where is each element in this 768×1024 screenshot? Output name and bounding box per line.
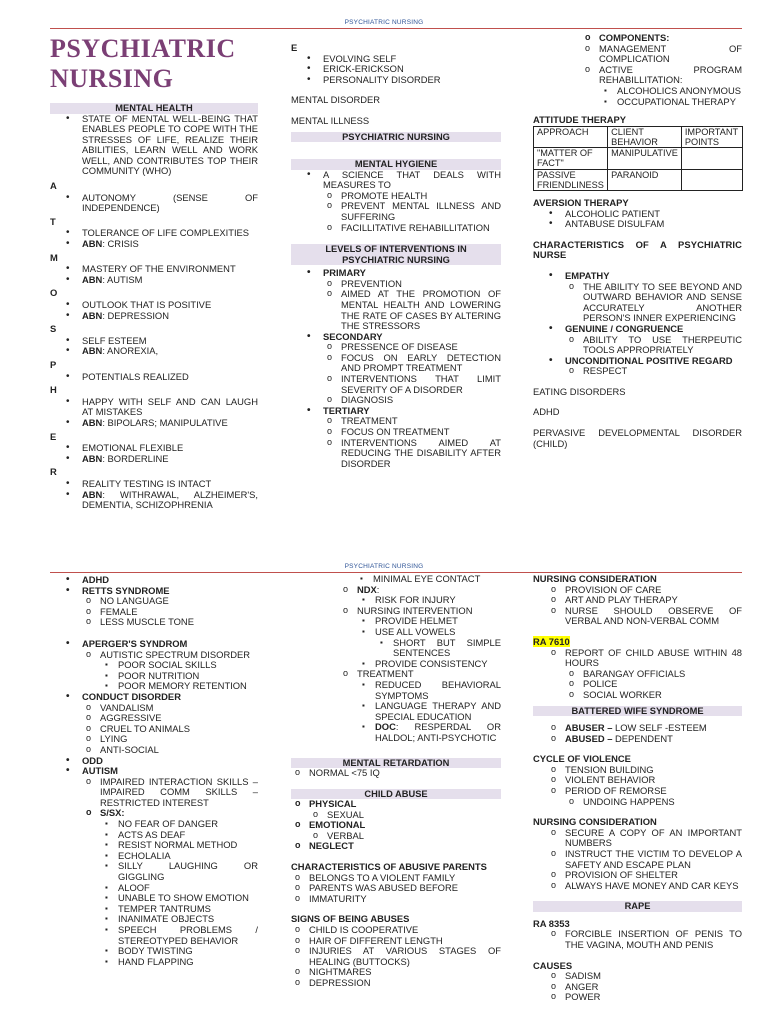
acronym-item <box>82 239 258 250</box>
ni-items <box>357 616 501 669</box>
child-abuse-header: CHILD ABUSE <box>291 789 501 800</box>
eye-contact-list <box>291 574 501 585</box>
ni-consistency: ▪ PROVIDE CONSISTENCY <box>375 659 501 670</box>
genuine-label: GENUINE / CONGRUENCE <box>565 322 684 334</box>
ssx-subitem: ▪ SPEECH PROBLEMS / STEREOTYPED BEHAVIOR <box>118 925 258 946</box>
hygiene-measures <box>323 191 501 233</box>
acronym-item-text: : BIPOLARS; MANIPULATIVE <box>102 416 228 428</box>
sign-item: o DEPRESSION <box>309 978 501 989</box>
vowel-items <box>375 638 501 659</box>
acronym-item <box>82 346 258 357</box>
mental-disorder-text: MENTAL DISORDER <box>291 94 381 106</box>
ra8353-item: o FORCIBLE INSERTION OF PENIS TO THE VAGINA, MOUTH AND PENIS <box>565 929 742 950</box>
ra7610-list <box>533 648 742 701</box>
aversion-item: • ANTABUSE DISULFAM <box>565 219 742 230</box>
table-cell: PARANOID <box>608 169 682 190</box>
evolving-self-item: • PERSONALITY DISORDER <box>323 75 501 86</box>
table-row <box>534 169 743 190</box>
cycle-remorse-text: PERIOD OF REMORSE <box>565 785 667 796</box>
asperger-items <box>82 650 258 692</box>
cycle-violent: o VIOLENT BEHAVIOR <box>565 775 742 786</box>
primary-subitem: o PREVENTION <box>341 279 501 290</box>
nc2-item: o INSTRUCT THE VICTIM TO DEVELOP A SAFETY AND ESCAPE PLAN <box>565 849 742 870</box>
empathy-label: EMPATHY <box>565 269 610 281</box>
abused-text: DEPENDENT <box>612 732 673 744</box>
aversion-therapy-header: AVERSION THERAPY <box>533 196 629 208</box>
ra7610-subitems <box>565 669 742 701</box>
evolving-self-list <box>291 54 501 86</box>
odd-item: • ODD <box>82 756 258 767</box>
unconditional-items <box>565 366 742 377</box>
acronym-item <box>82 490 258 511</box>
conduct-label: CONDUCT DISORDER <box>82 690 181 702</box>
secondary-subitem: o INTERVENTIONS THAT LIMIT SEVERITY OF A DISORDER <box>341 374 501 395</box>
mental-retardation-header: MENTAL RETARDATION <box>291 758 501 769</box>
acronym-item <box>82 418 258 429</box>
asperger-subitems <box>100 660 258 692</box>
nc-items <box>533 585 742 627</box>
ni-vowels-text: USE ALL VOWELS <box>375 625 456 637</box>
abuser-text: LOW SELF -ESTEEM <box>612 722 707 734</box>
conduct-subitem: o LYING <box>100 734 258 745</box>
table-cell: MANIPULATIVE <box>608 148 682 169</box>
doc-text: : RESPERDAL OR HALDOL; ANTI-PSYCHOTIC <box>375 721 501 743</box>
running-header: PSYCHIATRIC NURSING <box>344 19 424 26</box>
asperger-subitem: ▪ POOR SOCIAL SKILLS <box>118 660 258 671</box>
physical-label: PHYSICAL <box>309 798 357 810</box>
ssx-label: S/SX: <box>100 807 125 819</box>
evolving-self-item: • EVOLVING SELF <box>323 54 501 65</box>
hygiene-item: o PREVENT MENTAL ILLNESS AND SUFFERING <box>341 201 501 222</box>
conduct-item <box>82 692 258 756</box>
acronym-item-text: AUTONOMY (SENSE OF INDEPENDENCE) <box>82 191 258 214</box>
running-header-2: PSYCHIATRIC NURSING <box>344 563 424 570</box>
asperger-subitem: ▪ POOR MEMORY RETENTION <box>118 681 258 692</box>
causes-items <box>533 971 742 1003</box>
document-title <box>50 34 258 94</box>
component-management: o MANAGEMENT OF COMPLICATION <box>599 44 742 65</box>
disorders-list <box>50 575 258 967</box>
mental-hygiene-definition <box>323 170 501 234</box>
ra7610-label: RA 7610 <box>533 635 570 647</box>
sign-item: o CHILD IS COOPERATIVE <box>309 925 501 936</box>
cause-item: o ANGER <box>565 982 742 993</box>
characteristics-header: CHARACTERISTICS OF A PSYCHIATRIC NURSE <box>533 238 742 261</box>
ssx-subitem: ▪ BODY TWISTING <box>118 946 258 957</box>
abn-label: ABN <box>82 452 103 464</box>
ra8353-items <box>533 929 742 950</box>
cycle-remorse <box>565 786 742 807</box>
acronym-item-text: : WITHRAWAL, ALZHEIMER'S, DEMENTIA, SCHIZOPHRENIA <box>82 488 258 511</box>
primary-subitem: o AIMED AT THE PROMOTION OF MENTAL HEALTH AND LOWERING THE RATE OF CASES BY ALTERING THE STRESSORS <box>341 289 501 331</box>
ra7610-subitem: o POLICE <box>583 679 742 690</box>
evolving-self-item: • ERICK-ERICKSON <box>323 64 501 75</box>
treatment-reduced: ▪ REDUCED BEHAVIORAL SYMPTOMS <box>375 680 501 701</box>
sign-item: o INJURIES AT VARIOUS STAGES OF HEALING (BUTTOCKS) <box>309 946 501 967</box>
secondary-subitem: o FOCUS ON EARLY DETECTION AND PROMPT TREATMENT <box>341 353 501 374</box>
signs-header: SIGNS OF BEING ABUSES <box>291 913 410 925</box>
conduct-items <box>82 703 258 756</box>
acronym-item-text: HAPPY WITH SELF AND CAN LAUGH AT MISTAKES <box>82 395 258 418</box>
characteristics-list <box>533 271 742 377</box>
ssx-subitem: ▪ INANIMATE OBJECTS <box>118 914 258 925</box>
adhd-text: ADHD <box>533 406 560 418</box>
abusive-parents-header: CHARACTERISTICS OF ABUSIVE PARENTS <box>291 861 487 873</box>
acronym-items <box>50 264 258 285</box>
acronym-item-text: REALITY TESTING IS INTACT <box>82 477 212 489</box>
abusive-parent-item: o BELONGS TO A VIOLENT FAMILY <box>309 873 501 884</box>
char-empathy <box>565 271 742 324</box>
treatment-item <box>357 669 501 743</box>
acronym-item-text: SELF ESTEEM <box>82 334 147 346</box>
abused-item <box>565 734 742 745</box>
secondary-items <box>323 342 501 406</box>
acronym-item <box>82 311 258 322</box>
ra7610-report <box>565 648 742 701</box>
mental-illness-text: MENTAL ILLNESS <box>291 114 370 126</box>
ssx-subitem: ▪ ECHOLALIA <box>118 851 258 862</box>
secondary-subitem: o PRESSENCE OF DISEASE <box>341 342 501 353</box>
pervasive-text: PERVASIVE DEVELOPMENTAL DISORDER (CHILD) <box>533 427 742 449</box>
abusive-parent-item: o PARENTS WAS ABUSED BEFORE <box>309 883 501 894</box>
nursing-consideration-2-header: NURSING CONSIDERATION <box>533 816 657 828</box>
page2-column-2 <box>291 574 501 989</box>
abusive-parent-item: o IMMATURITY <box>309 894 501 905</box>
ndx-label: NDX <box>357 583 377 595</box>
acronym-item <box>82 397 258 418</box>
emotional-label: EMOTIONAL <box>309 819 366 831</box>
asperger-item <box>82 639 258 692</box>
treatment-items <box>357 680 501 744</box>
acronym-letter: M <box>50 251 58 263</box>
hygiene-definition-text: A SCIENCE THAT DEALS WITH MEASURES TO <box>323 168 501 191</box>
treatment-label: TREATMENT <box>357 668 414 680</box>
acronym-letter: R <box>50 466 57 478</box>
conduct-subitem: o AGGRESSIVE <box>100 713 258 724</box>
title-line-1: PSYCHIATRIC <box>50 34 236 63</box>
mental-health-header: MENTAL HEALTH <box>50 103 258 114</box>
rehab-item: ▪ OCCUPATIONAL THERAPY <box>617 97 742 108</box>
conduct-subitem: o VANDALISM <box>100 703 258 714</box>
header-rule <box>50 28 742 29</box>
retts-subitem: o FEMALE <box>100 607 258 618</box>
mental-health-definition-list <box>50 114 258 178</box>
acronym-letter: E <box>50 430 57 442</box>
asperger-subitem: ▪ POOR NUTRITION <box>118 671 258 682</box>
primary-label: PRIMARY <box>323 267 366 279</box>
nc-item: o NURSE SHOULD OBSERVE OF VERBAL AND NON-VERBAL COMM <box>565 606 742 627</box>
autism-impaired: o IMPAIRED INTERACTION SKILLS – IMPAIRED COMM SKILLS – RESTRICTED INTEREST <box>100 777 258 809</box>
levels-of-interventions-header: LEVELS OF INTERVENTIONS IN PSYCHIATRIC NURSING <box>291 244 501 265</box>
ssx-subitem: ▪ UNABLE TO SHOW EMOTION <box>118 893 258 904</box>
nursing-list <box>291 585 501 744</box>
acronym-items <box>50 228 258 249</box>
rape-header: RAPE <box>533 901 742 912</box>
ndx-item: o NDX: ▪ RISK FOR INJURY <box>357 585 501 606</box>
acronym-item-text: TOLERANCE OF LIFE COMPLEXITIES <box>82 227 250 239</box>
page2-column-3 <box>533 574 742 1003</box>
autism-label: AUTISM <box>82 765 118 777</box>
tertiary-subitem: o FOCUS ON TREATMENT <box>341 427 501 438</box>
retardation-item: o NORMAL <75 IQ <box>309 768 501 779</box>
doc-label: DOC <box>375 721 396 733</box>
vowel-subitem: ▪ SHORT BUT SIMPLE SENTENCES <box>393 638 501 659</box>
ssx-subitem: ▪ ALOOF <box>118 883 258 894</box>
level-primary <box>323 268 501 332</box>
acronym-letter: O <box>50 287 58 299</box>
aversion-item: • ALCOHOLIC PATIENT <box>565 209 742 220</box>
table-header-cell: APPROACH <box>534 126 608 147</box>
emotional-subitem: o VERBAL <box>327 831 501 842</box>
cause-item: o SADISM <box>565 971 742 982</box>
acronym-items <box>50 193 258 214</box>
acronym-letter: H <box>50 384 57 396</box>
ssx-subitem: ▪ TEMPER TANTRUMS <box>118 904 258 915</box>
acronym-letter: A <box>50 180 57 192</box>
page2-column-1 <box>50 575 258 967</box>
abused-label: ABUSED – <box>565 732 613 744</box>
page-2 <box>0 560 768 1024</box>
acronym-letter: T <box>50 215 56 227</box>
nc-item: o ART AND PLAY THERAPY <box>565 595 742 606</box>
abn-label: ABN <box>82 345 103 357</box>
title-line-2: NURSING <box>50 64 174 93</box>
rehab-item: ▪ ALCOHOLICS ANONYMOUS <box>617 86 742 97</box>
page1-column-1 <box>50 34 258 511</box>
abn-label: ABN <box>82 416 103 428</box>
abn-label: ABN <box>82 488 103 500</box>
char-unconditional <box>565 356 742 377</box>
ssx-subitem: ▪ NO FEAR OF DANGER <box>118 819 258 830</box>
table-cell <box>681 148 742 169</box>
acronym-item <box>82 372 258 383</box>
ra7610-subitem: o SOCIAL WORKER <box>583 690 742 701</box>
ni-vowels <box>375 627 501 659</box>
acronym-item <box>82 193 258 214</box>
acronym-items <box>50 300 258 321</box>
acronym-item-text: : CRISIS <box>102 238 139 250</box>
retts-items <box>82 596 258 628</box>
psychiatric-nursing-header: PSYCHIATRIC NURSING <box>291 132 501 143</box>
table-row <box>534 148 743 169</box>
ra7610-report-text: REPORT OF CHILD ABUSE WITHIN 48 HOURS <box>565 646 742 669</box>
acronym-item <box>82 454 258 465</box>
components-label: o COMPONENTS: <box>599 33 742 44</box>
table-cell <box>681 169 742 190</box>
asperger-spectrum-text: AUTISTIC SPECTRUM DISORDER <box>100 648 251 660</box>
nc2-item: o PROVISION OF SHELTER <box>565 870 742 881</box>
nursing-consideration-header: NURSING CONSIDERATION <box>533 573 657 584</box>
abuse-physical <box>309 799 501 820</box>
abuser-label: ABUSER – <box>565 722 613 734</box>
abusive-items <box>291 873 501 905</box>
genuine-subitem: o ABILITY TO USE THERPEUTIC TOOLS APPROPRIATELY <box>583 335 742 356</box>
attitude-therapy-table <box>533 126 743 191</box>
table-header-row <box>534 126 743 147</box>
physical-subitem: o SEXUAL <box>327 810 501 821</box>
table-header-cell: IMPORTANT POINTS <box>681 126 742 147</box>
components-list <box>533 33 742 107</box>
adhd-item: • ADHD <box>82 575 258 586</box>
char-genuine <box>565 324 742 356</box>
treatment-doc <box>375 722 501 743</box>
acronym-item-text: : ANOREXIA, <box>102 345 159 357</box>
autism-item <box>82 766 258 967</box>
acronym-list <box>50 181 258 511</box>
acronym-letter-e: E <box>291 42 298 53</box>
autism-ssx <box>100 808 258 967</box>
page1-column-3 <box>533 33 742 449</box>
mental-health-definition: • STATE OF MENTAL WELL-BEING THAT ENABLES PEOPLE TO COPE WITH THE STRESSES OF LIFE, REALIZE THEIR ABILITIES, LEARN WELL AND WORK WELL, AND CONTRIBUTES TOP THEIR COMMUNITY (WHO) <box>82 114 258 178</box>
primary-items <box>323 279 501 332</box>
secondary-label: SECONDARY <box>323 330 383 342</box>
acronym-items <box>50 443 258 464</box>
conduct-subitem: o ANTI-SOCIAL <box>100 745 258 756</box>
causes-header: CAUSES <box>533 959 573 971</box>
retts-label: RETTS SYNDROME <box>82 584 170 596</box>
asperger-spectrum <box>100 650 258 692</box>
nc2-item: o ALWAYS HAVE MONEY AND CAR KEYS <box>565 881 742 892</box>
nc2-item: o SECURE A COPY OF AN IMPORTANT NUMBERS <box>565 828 742 849</box>
abn-label: ABN <box>82 273 103 285</box>
acronym-items <box>50 372 258 383</box>
ni-helmet: ▪ PROVIDE HELMET <box>375 616 501 627</box>
sign-item: o HAIR OF DIFFERENT LENGTH <box>309 936 501 947</box>
acronym-items <box>50 336 258 357</box>
acronym-item-text: OUTLOOK THAT IS POSITIVE <box>82 299 212 310</box>
unconditional-subitem: o RESPECT <box>583 366 742 377</box>
nursing-intervention-label: NURSING INTERVENTION <box>357 604 473 616</box>
cycle-tension: o TENSION BUILDING <box>565 765 742 776</box>
nc2-items <box>533 828 742 892</box>
levels-list <box>291 268 501 469</box>
empathy-items <box>565 282 742 324</box>
ssx-subitem: ▪ HAND FLAPPING <box>118 957 258 968</box>
treatment-language: ▪ LANGUAGE THERAPY AND SPECIAL EDUCATION <box>375 701 501 722</box>
eye-contact-item: ▪ MINIMAL EYE CONTACT <box>373 574 501 585</box>
ra8353-label: RA 8353 <box>533 917 570 929</box>
nursing-intervention-item <box>357 606 501 670</box>
acronym-item-text: MASTERY OF THE ENVIRONMENT <box>82 263 236 275</box>
retts-item <box>82 586 258 628</box>
asperger-label: APERGER'S SYNDROM <box>82 637 188 649</box>
tertiary-items <box>323 416 501 469</box>
hygiene-item: o PROMOTE HEALTH <box>341 191 501 202</box>
unconditional-label: UNCONDITIONAL POSITIVE REGARD <box>565 354 733 366</box>
aversion-items <box>533 209 742 230</box>
page1-column-2 <box>291 43 501 469</box>
acronym-item-text: : BORDERLINE <box>102 452 169 464</box>
cycle-subitems <box>565 797 742 808</box>
ra7610-subitem: o BARANGAY OFFICIALS <box>583 669 742 680</box>
ssx-subitem: ▪ RESIST NORMAL METHOD <box>118 840 258 851</box>
ssx-subitem: ▪ ACTS AS DEAF <box>118 830 258 841</box>
abuser-list <box>533 723 742 744</box>
retts-subitem: o NO LANGUAGE <box>100 596 258 607</box>
level-tertiary <box>323 406 501 470</box>
acronym-item <box>82 275 258 286</box>
table-header-cell: CLIENT BEHAVIOR <box>608 126 682 147</box>
table-cell: PASSIVE FRIENDLINESS <box>534 169 608 190</box>
abuse-types <box>291 799 501 852</box>
abuse-neglect: o NEGLECT <box>309 841 501 852</box>
tertiary-subitem: o INTERVENTIONS AIMED AT REDUCING THE DISABILITY AFTER DISORDER <box>341 438 501 470</box>
genuine-items <box>565 335 742 356</box>
eating-disorders-text: EATING DISORDERS <box>533 385 626 397</box>
nc-item: o PROVISION OF CARE <box>565 585 742 596</box>
acronym-item-text: : AUTISM <box>102 273 143 285</box>
empathy-subitem: o THE ABILITY TO SEE BEYOND AND OUTWARD BEHAVIOR AND SENSE ACCURATELY ANOTHER PERSON'S INNER EXPERIENCING <box>583 282 742 324</box>
acronym-items <box>50 397 258 429</box>
acronym-item-text: EMOTIONAL FLEXIBLE <box>82 442 184 454</box>
secondary-subitem: o DIAGNOSIS <box>341 395 501 406</box>
table-cell: "MATTER OF FACT" <box>534 148 608 169</box>
abn-label: ABN <box>82 238 103 250</box>
component-rehab-text: ACTIVE PROGRAM REHABILLITATION: <box>599 63 742 86</box>
attitude-therapy-header: ATTITUDE THERAPY <box>533 114 627 126</box>
acronym-item-text: : DEPRESSION <box>102 309 169 321</box>
level-secondary <box>323 332 501 406</box>
retardation-items <box>291 768 501 779</box>
conduct-subitem: o CRUEL TO ANIMALS <box>100 724 258 735</box>
tertiary-subitem: o TREATMENT <box>341 416 501 427</box>
mental-hygiene-header: MENTAL HYGIENE <box>291 159 501 170</box>
sign-item: o NIGHTMARES <box>309 967 501 978</box>
acronym-letter: P <box>50 358 57 370</box>
ssx-items <box>100 819 258 967</box>
acronym-item-text: POTENTIALS REALIZED <box>82 370 189 382</box>
signs-items <box>291 925 501 989</box>
retts-subitem: o LESS MUSCLE TONE <box>100 617 258 628</box>
ndx-subitem: ▪ RISK FOR INJURY <box>375 595 501 606</box>
autism-items <box>82 777 258 968</box>
abuse-emotional <box>309 820 501 841</box>
cause-item: o POWER <box>565 992 742 1003</box>
cycle-list <box>533 765 742 807</box>
tertiary-label: TERTIARY <box>323 404 370 416</box>
component-rehab <box>599 65 742 107</box>
battered-wife-header: BATTERED WIFE SYNDROME <box>533 706 742 717</box>
acronym-items <box>50 479 258 511</box>
mental-hygiene-list <box>291 170 501 234</box>
cycle-header: CYCLE OF VIOLENCE <box>533 753 631 765</box>
abn-label: ABN <box>82 309 103 321</box>
hygiene-item: o FACILLITATIVE REHABILLITATION <box>341 223 501 234</box>
cycle-subitem: o UNDOING HAPPENS <box>583 797 742 808</box>
acronym-letter: S <box>50 323 57 335</box>
rehab-items <box>599 86 742 107</box>
ssx-subitem: ▪ SILLY LAUGHING OR GIGGLING <box>118 861 258 882</box>
